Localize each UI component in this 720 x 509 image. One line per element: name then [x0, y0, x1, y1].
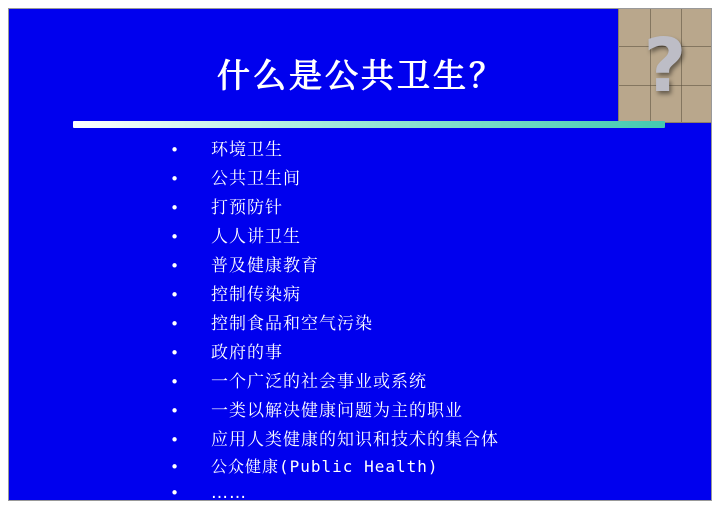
list-item-label: 环境卫生 [211, 140, 283, 160]
bullet-icon: • [170, 484, 179, 502]
bullet-icon: • [170, 373, 179, 391]
bullet-icon: • [170, 315, 179, 333]
list-item [9, 251, 713, 280]
title-underline-rule [73, 121, 665, 128]
list-item [9, 367, 713, 396]
bullet-icon: • [170, 286, 179, 304]
list-item-label: 控制食品和空气污染 [211, 314, 373, 334]
list-item-label: 控制传染病 [211, 285, 301, 305]
list-item [9, 454, 713, 483]
bullet-icon: • [170, 199, 179, 217]
bullet-icon: • [170, 402, 179, 420]
list-item-label: 公共卫生间 [211, 169, 301, 189]
question-mark-glyph: ? [643, 22, 687, 109]
bullet-icon: • [170, 257, 179, 275]
bullet-list [9, 135, 713, 509]
list-item [9, 193, 713, 222]
list-item-label: 一类以解决健康问题为主的职业 [211, 401, 463, 421]
list-item-label: …… [211, 483, 247, 503]
bullet-icon: • [170, 344, 179, 362]
bullet-icon: • [170, 458, 179, 476]
list-item [9, 280, 713, 309]
list-item [9, 135, 713, 164]
list-item [9, 164, 713, 193]
slide-frame [8, 8, 712, 501]
list-item-label: 普及健康教育 [211, 256, 319, 276]
list-item [9, 483, 713, 509]
list-item-label: 公众健康(Public Health) [211, 457, 439, 476]
page-title: 什么是公共卫生？ [217, 55, 505, 95]
bullet-icon: • [170, 431, 179, 449]
list-item-label: 一个广泛的社会事业或系统 [211, 372, 427, 392]
bullet-icon: • [170, 228, 179, 246]
list-item [9, 425, 713, 454]
title-area [9, 33, 713, 113]
bullet-icon: • [170, 141, 179, 159]
list-item-label: 打预防针 [211, 198, 283, 218]
list-item [9, 338, 713, 367]
list-item-label: 应用人类健康的知识和技术的集合体 [211, 430, 499, 450]
bullet-icon: • [170, 170, 179, 188]
list-item-label: 人人讲卫生 [211, 227, 301, 247]
list-item [9, 309, 713, 338]
list-item [9, 222, 713, 251]
list-item-label: 政府的事 [211, 343, 283, 363]
list-item [9, 396, 713, 425]
